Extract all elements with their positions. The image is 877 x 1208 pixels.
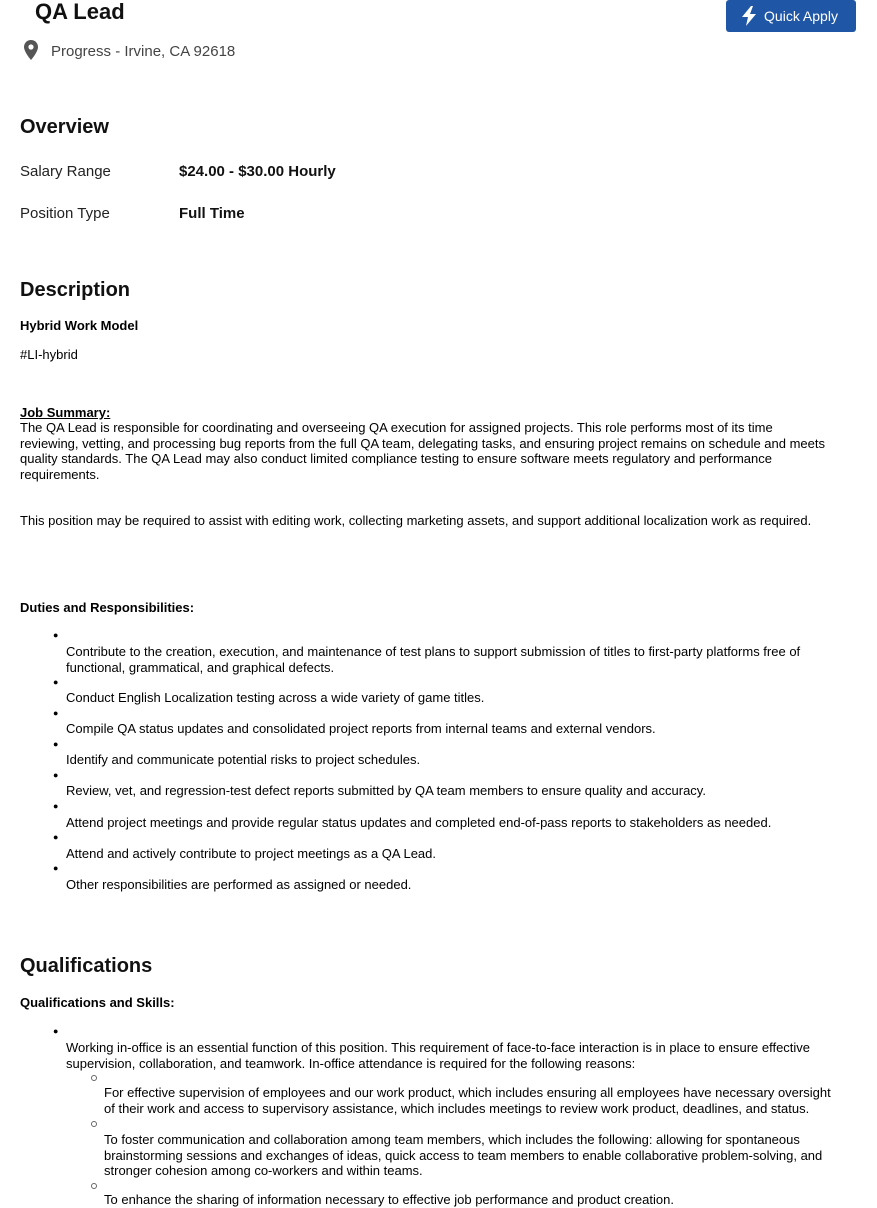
qualification-item: Working in-office is an essential function of this position. This requirement of face-to-face interaction is in place to ensure effective supervision, collaboration, and teamwork. In-office attendance is required for the following reasons:: [66, 1040, 811, 1071]
job-summary-label: Job Summary:: [20, 405, 111, 420]
duties-heading: Duties and Responsibilities:: [20, 600, 195, 615]
additional-duties-text: This position may be required to assist with editing work, collecting marketing assets, and support additional localization work as required.: [20, 513, 812, 528]
quick-apply-label: Quick Apply: [764, 8, 838, 24]
qualifications-heading: Qualifications: [20, 955, 153, 977]
duty-item: Attend project meetings and provide regular status updates and completed end-of-pass reports to stakeholders as needed.: [66, 815, 772, 830]
sub-bullet: [91, 1075, 97, 1081]
job-summary-text: [20, 420, 870, 482]
qualification-sub-item: To foster communication and collaboration among team members, which includes the following: allowing for spontaneous brainstorming sessions and exchanges of ideas, quick access to team members to enable collaborative problem-solving, and stronger cohesion among co-workers and within teams.: [104, 1132, 823, 1178]
duty-item: Identify and communicate potential risks to project schedules.: [66, 752, 421, 767]
duty-item: Conduct English Localization testing across a wide variety of game titles.: [66, 690, 485, 705]
summary-line: requirements.: [20, 466, 100, 482]
summary-line: The QA Lead is responsible for coordinating and overseeing QA execution for assigned projects. This role performs most of its time: [20, 420, 773, 435]
sub-bullet: [91, 1183, 97, 1189]
duty-item: Contribute to the creation, execution, and maintenance of test plans to support submission of titles to first-party platforms free of functional, grammatical, and graphical defects.: [66, 644, 801, 675]
sub-bullet: [91, 1121, 97, 1127]
skills-heading: Qualifications and Skills:: [20, 995, 175, 1010]
bullet: ●: [53, 801, 59, 811]
salary-range-value: $24.00 - $30.00 Hourly: [179, 163, 336, 180]
job-title: QA Lead: [35, 0, 125, 24]
qualification-sub-item: To enhance the sharing of information necessary to effective job performance and product creation.: [104, 1192, 674, 1207]
duty-item: Compile QA status updates and consolidated project reports from internal teams and external vendors.: [66, 721, 656, 736]
duty-item: Other responsibilities are performed as assigned or needed.: [66, 877, 412, 892]
summary-line: quality standards. The QA Lead may also conduct limited compliance testing to ensure software meets regulatory and performance: [20, 451, 772, 466]
bullet: ●: [53, 677, 59, 687]
bullet: ●: [53, 832, 59, 842]
lightning-icon: [740, 6, 758, 26]
bullet: ●: [53, 630, 59, 640]
bullet: ●: [53, 863, 59, 873]
bullet: ●: [53, 1026, 59, 1036]
position-type-label: Position Type: [20, 205, 110, 222]
bullet: ●: [53, 708, 59, 718]
bullet: ●: [53, 739, 59, 749]
salary-range-label: Salary Range: [20, 163, 111, 180]
map-pin-icon: [24, 40, 38, 60]
hybrid-tag: #LI-hybrid: [20, 347, 78, 362]
work-model-label: Hybrid Work Model: [20, 318, 139, 333]
summary-line: reviewing, vetting, and processing bug reports from the full QA team, delegating tasks, and ensuring project remains on schedule and meets: [20, 435, 826, 451]
description-heading: Description: [20, 279, 131, 301]
bullet: ●: [53, 770, 59, 780]
quick-apply-button[interactable]: [726, 0, 856, 32]
qualification-sub-item: For effective supervision of employees and our work product, which includes ensuring all employees have necessary oversight of their work and access to supervisory assistance, which includes meetings to review work product, deadlines, and status.: [104, 1085, 831, 1116]
duty-item: Attend and actively contribute to project meetings as a QA Lead.: [66, 846, 436, 861]
job-location: Progress - Irvine, CA 92618: [51, 43, 236, 60]
duty-item: Review, vet, and regression-test defect reports submitted by QA team members to ensure quality and accuracy.: [66, 783, 706, 798]
overview-heading: Overview: [20, 116, 109, 138]
position-type-value: Full Time: [179, 205, 245, 222]
